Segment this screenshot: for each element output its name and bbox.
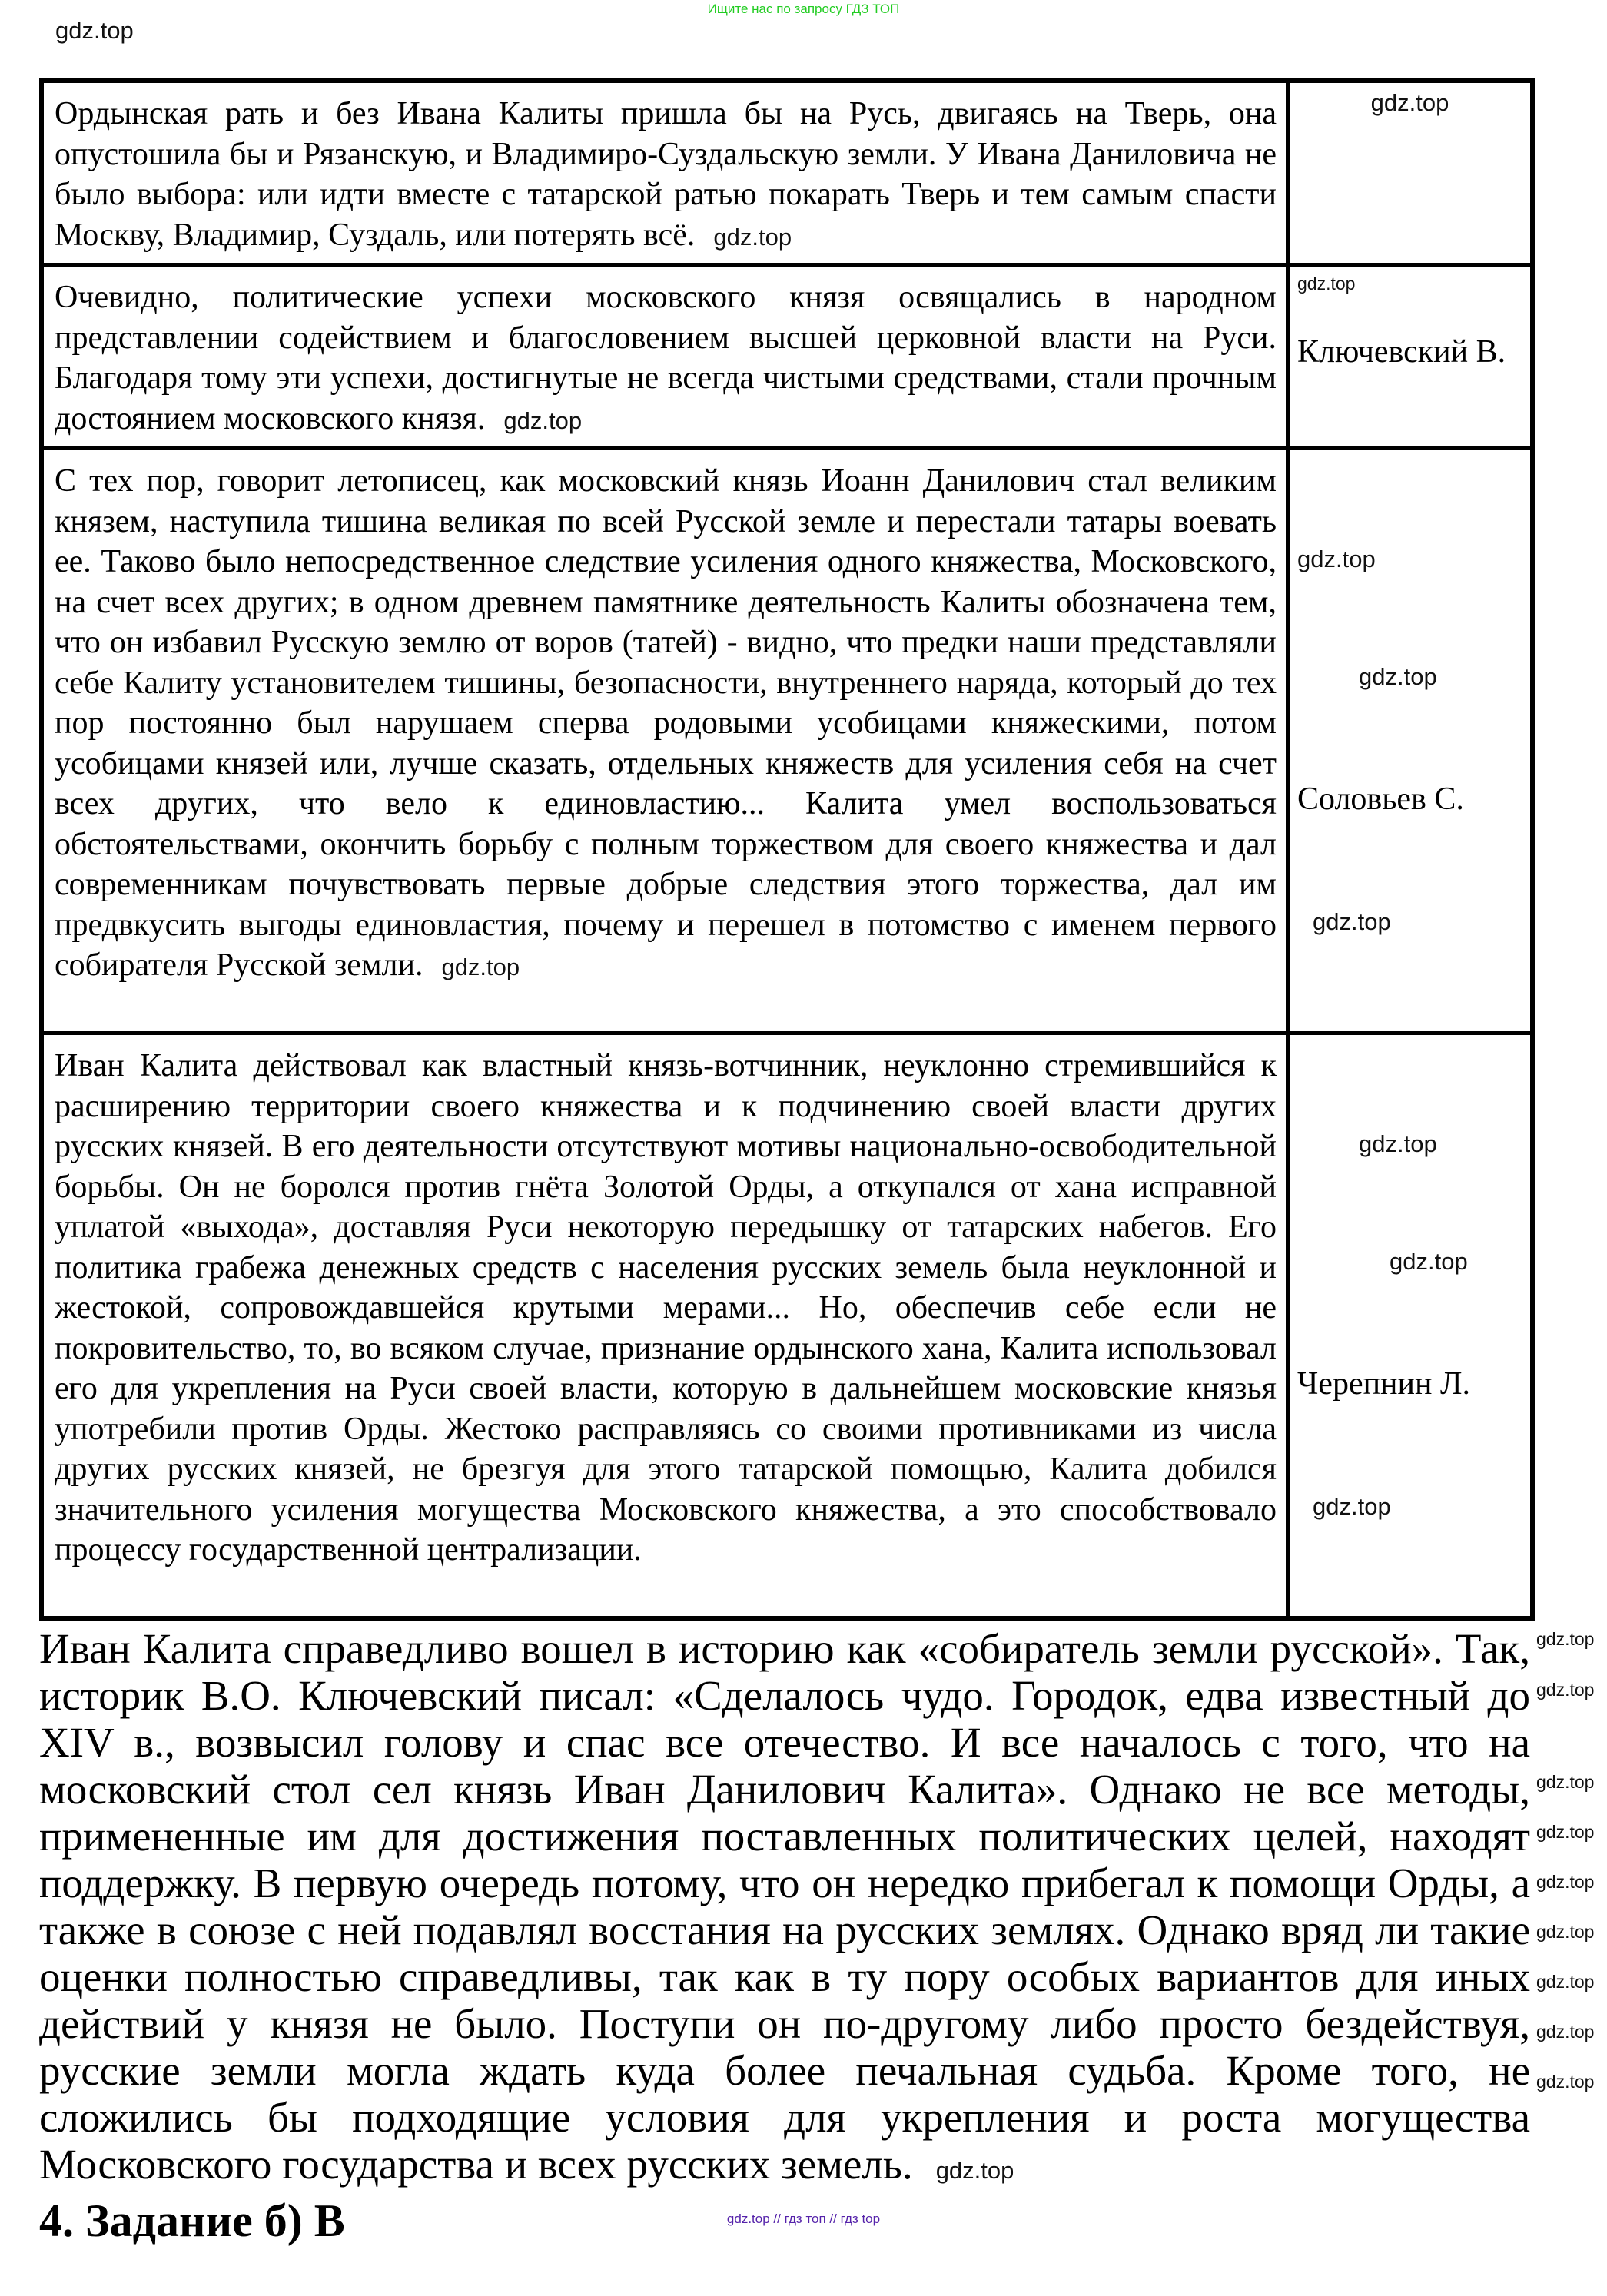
opinion-text: Очевидно, политические успехи московского князя освящались в народном представлении содействием и благословением высшей церковной власти на Руси. Благодаря тому эти успехи, достигнутые не всегда чистыми средствами, стали прочным достоянием московского князя. — [55, 280, 1277, 436]
watermark: gdz.top — [1536, 2072, 1595, 2092]
header-note: Ищите нас по запросу ГДЗ ТОП — [707, 2, 900, 16]
opinion-author: Ключевский В. — [1297, 334, 1506, 370]
watermark: gdz.top — [1536, 1680, 1595, 1700]
table-row — [42, 81, 1532, 265]
opinion-text: Ордынская рать и без Ивана Калиты пришла бы на Русь, двигаясь на Тверь, она опустошила бы и Рязанскую, и Владимиро-Суздальскую земли. У Ивана Даниловича не было выбора: или идти вместе с татарской ратью покарать Тверь и тем самым спасти Москву, Владимир, Суздаль, или потерять всё. — [55, 96, 1277, 253]
footer-note: gdz.top // гдз топ // гдз top — [726, 2211, 881, 2226]
watermark: gdz.top — [1536, 1922, 1595, 1942]
opinion-text: Иван Калита действовал как властный князь-вотчинник, неуклонно стремившийся к расширению территории своего княжества и к подчинению своей власти других русских князей. В его деятельности отсутствуют мотивы национально-освободительной борьбы. Он не боролся против гнёта Золотой Орды, а откупался от хана исправной уплатой «выхода», доставляя Руси некоторую передышку от татарских набегов. Его политика грабежа денежных средств с населения русских земель была неуклонной и жестокой, сопровождавшейся крутыми мерами... Но, обеспечив себе если не покровительство, то, во всяком случае, признание ордынского хана, Калита использовал его для укрепления на Руси своей власти, которую в дальнейшем московские князья употребили против Орды. Жестоко расправляясь со своими противниками из числа других русских князей, не брезгуя для этого татарской помощью, Калита добился значительного усиления могущества Московского княжества, а это способствовало процессу государственной централизации. — [55, 1048, 1277, 1568]
watermark: gdz.top — [1297, 274, 1356, 294]
watermark: gdz.top — [503, 406, 583, 434]
opinion-cell — [42, 449, 1288, 1034]
opinion-cell — [42, 1034, 1288, 1619]
top-watermark-row — [0, 17, 1607, 78]
opinion-cell — [42, 81, 1288, 265]
watermark: gdz.top — [1313, 907, 1391, 935]
watermark: gdz.top — [1536, 1872, 1595, 1892]
author-cell — [1288, 449, 1533, 1034]
author-cell — [1288, 81, 1533, 265]
watermark: gdz.top — [935, 2157, 1014, 2184]
watermark: gdz.top — [1370, 89, 1449, 116]
watermark: gdz.top — [713, 223, 792, 251]
next-task-heading: 4. Задание б) В — [39, 2195, 345, 2246]
conclusion-text: Иван Калита справедливо вошел в историю как «собиратель земли русской». Так, историк В.О. Ключевский писал: «Сделалось чудо. Городок, едва известный до XIV в., возвысил голову и спас все отечество. И все началось с того, что на московский стол сел князь Иван Данилович Калита». Однако не все методы, примененные им для достижения поставленных политических целей, находят поддержку. В первую очередь потому, что он нередко прибегал к помощи Орды, а также в союзе с ней подавлял восстания на русских землях. Однако вряд ли такие оценки полностью справедливы, так как в ту пору особых вариантов для иных действий у князя не было. Поступи он по-другому либо просто бездействуя, русские земли могла ждать куда более печальная судьба. Кроме того, не сложились бы подходящие условия для укрепления и роста могущества Московского государства и всех русских земель. — [39, 1625, 1530, 2188]
watermark: gdz.top — [1297, 546, 1376, 573]
table-row — [42, 265, 1532, 449]
watermark: gdz.top — [1359, 1130, 1437, 1158]
watermark: gdz.top — [1359, 662, 1437, 690]
opinion-cell — [42, 265, 1288, 449]
watermark: gdz.top — [1536, 1822, 1595, 1842]
opinion-author: Соловьев С. — [1297, 781, 1464, 818]
watermark: gdz.top — [1536, 1972, 1595, 1992]
opinions-table — [39, 78, 1535, 1621]
watermark: gdz.top — [441, 954, 520, 980]
author-cell — [1288, 1034, 1533, 1619]
watermark: gdz.top — [1536, 1772, 1595, 1792]
watermark: gdz.top — [1313, 1492, 1391, 1520]
conclusion-block — [39, 1625, 1595, 2188]
opinion-author: Черепнин Л. — [1297, 1366, 1470, 1402]
table-row — [42, 449, 1532, 1034]
conclusion-paragraph — [39, 1625, 1530, 2188]
watermark: gdz.top — [55, 17, 134, 44]
opinion-text: С тех пор, говорит летописец, как московский князь Иоанн Данилович стал великим князем, наступила тишина великая по всей Русской земле и перестали татары воевать ее. Таково было непосредственное следствие усиления одного княжества, Московского, на счет всех других; в одном древнем памятнике деятельность Калиты обозначена тем, что он избавил Русскую землю от воров (татей) - видно, что предки наши представляли себе Калиту установителем тишины, безопасности, внутреннего наряда, который до тех пор постоянно был нарушаем сперва родовыми усобицами княжескими, потом усобицами князей или, лучше сказать, отдельных княжеств для усиления себя на счет всех других, что вело к единовластию... Калита умел воспользоваться обстоятельствами, окончить борьбу с полным торжеством для своего княжества и дал современникам почувствовать первые добрые следствия этого торжества, дал им предвкусить выгоды единовластия, почему и перешел в потомство с именем первого собирателя Русской земли. — [55, 463, 1277, 983]
watermark: gdz.top — [1390, 1247, 1468, 1275]
watermark: gdz.top — [1536, 2022, 1595, 2042]
watermark: gdz.top — [1536, 1629, 1595, 1649]
table-row — [42, 1034, 1532, 1619]
author-cell — [1288, 265, 1533, 449]
